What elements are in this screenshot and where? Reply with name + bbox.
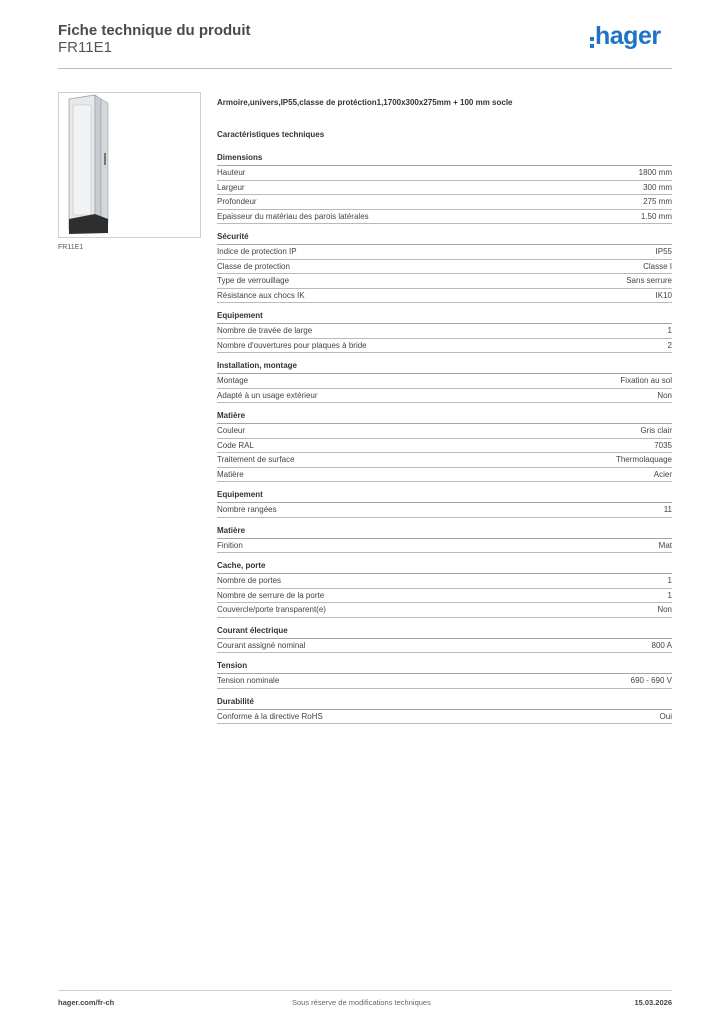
spec-value: 690 - 690 V [630, 676, 672, 685]
group-title: Matière [217, 409, 672, 424]
hager-logo [590, 24, 661, 49]
spec-value: 1 [667, 576, 672, 585]
spec-value: Non [657, 390, 672, 400]
spec-label: Classe de protection [217, 261, 290, 271]
spec-value: 275 mm [643, 197, 672, 206]
spec-label: Type de verrouillage [217, 276, 290, 285]
spec-label: Couvercle/porte transparent(e) [217, 605, 326, 614]
spec-row [217, 468, 672, 483]
spec-value: 800 A [651, 640, 672, 650]
spec-value: 7035 [654, 440, 672, 450]
spec-value: 1800 mm [638, 168, 672, 177]
spec-value: IK10 [655, 290, 672, 300]
spec-label: Largeur [217, 182, 245, 192]
spec-value: Sans serrure [626, 276, 672, 285]
spec-group [217, 624, 672, 654]
spec-row [217, 639, 672, 654]
spec-group [217, 695, 672, 725]
spec-group [217, 230, 672, 303]
spec-row [217, 603, 672, 618]
spec-value: Fixation au sol [620, 376, 672, 385]
spec-value: IP55 [655, 247, 672, 256]
spec-value: 1 [667, 590, 672, 600]
spec-row [217, 274, 672, 289]
spec-group [217, 409, 672, 482]
spec-label: Nombre de serrure de la porte [217, 590, 325, 600]
spec-label: Montage [217, 376, 249, 385]
group-title: Installation, montage [217, 359, 672, 374]
spec-row [217, 210, 672, 225]
product-image-frame [58, 92, 201, 238]
spec-label: Conforme à la directive RoHS [217, 711, 323, 721]
spec-label: Adapté à un usage extérieur [217, 390, 318, 400]
spec-row [217, 339, 672, 354]
spec-value: Non [657, 605, 672, 614]
spec-label: Nombre d'ouvertures pour plaques à bride [217, 340, 367, 350]
content [217, 97, 672, 730]
spec-value: Oui [659, 711, 672, 721]
spec-value: Classe I [643, 261, 672, 271]
spec-label: Hauteur [217, 168, 246, 177]
spec-label: Tension nominale [217, 676, 280, 685]
spec-value: 1 [667, 326, 672, 335]
spec-row [217, 289, 672, 304]
spec-value: 11 [663, 505, 672, 514]
spec-row [217, 181, 672, 196]
header-divider [58, 68, 672, 69]
spec-label: Courant assigné nominal [217, 640, 306, 650]
group-title: Sécurité [217, 230, 672, 245]
spec-value: Gris clair [640, 426, 672, 435]
spec-label: Nombre rangées [217, 505, 277, 514]
group-title: Matière [217, 524, 672, 539]
logo-text: hager [595, 22, 661, 50]
spec-row [217, 260, 672, 275]
page-title: Fiche technique du produit [58, 22, 251, 39]
spec-value: 2 [667, 340, 672, 350]
group-title: Durabilité [217, 695, 672, 710]
spec-label: Nombre de travée de large [217, 326, 313, 335]
footer-notice: Sous réserve de modifications techniques [292, 998, 431, 1007]
section-heading: Caractéristiques techniques [217, 130, 325, 139]
spec-row [217, 453, 672, 468]
spec-row [217, 166, 672, 181]
spec-value: Acier [653, 469, 672, 479]
spec-value: Thermolaquage [615, 455, 672, 464]
spec-label: Indice de protection IP [217, 247, 297, 256]
spec-label: Code RAL [217, 440, 254, 450]
spec-row [217, 424, 672, 439]
spec-group [217, 488, 672, 518]
spec-groups [217, 151, 672, 724]
group-title: Courant électrique [217, 624, 672, 639]
product-description: Armoire,univers,IP55,classe de protéction1,1700x300x275mm + 100 mm socle [217, 98, 513, 107]
spec-row [217, 589, 672, 604]
spec-group [217, 559, 672, 618]
spec-label: Finition [217, 540, 243, 550]
spec-label: Traitement de surface [217, 455, 295, 464]
spec-value: 300 mm [643, 182, 672, 192]
product-code: FR11E1 [58, 39, 112, 56]
footer-divider [58, 990, 672, 991]
footer-date: 15.03.2026 [634, 998, 672, 1007]
group-title: Dimensions [217, 151, 672, 166]
enclosure-cabinet-image [59, 93, 200, 237]
group-title: Cache, porte [217, 559, 672, 574]
spec-row [217, 674, 672, 689]
spec-label: Résistance aux chocs IK [217, 290, 305, 300]
spec-row [217, 374, 672, 389]
spec-value: 1.50 mm [640, 211, 672, 221]
logo-mark-icon [590, 37, 594, 41]
spec-group [217, 659, 672, 689]
spec-value: Mat [658, 540, 672, 550]
group-title: Tension [217, 659, 672, 674]
spec-label: Epaisseur du matériau des parois latérales [217, 211, 369, 221]
spec-label: Nombre de portes [217, 576, 282, 585]
spec-row [217, 503, 672, 518]
spec-row [217, 195, 672, 210]
spec-row [217, 574, 672, 589]
spec-group [217, 309, 672, 353]
image-caption: FR11E1 [58, 244, 84, 251]
spec-label: Couleur [217, 426, 246, 435]
spec-group [217, 524, 672, 554]
spec-row [217, 245, 672, 260]
spec-label: Matière [217, 469, 244, 479]
spec-row [217, 539, 672, 554]
spec-row [217, 389, 672, 404]
group-title: Equipement [217, 488, 672, 503]
group-title: Equipement [217, 309, 672, 324]
spec-group [217, 151, 672, 224]
footer-website[interactable]: hager.com/fr-ch [58, 998, 115, 1007]
spec-group [217, 359, 672, 403]
spec-row [217, 439, 672, 454]
spec-row [217, 324, 672, 339]
spec-label: Profondeur [217, 197, 257, 206]
spec-row [217, 710, 672, 725]
